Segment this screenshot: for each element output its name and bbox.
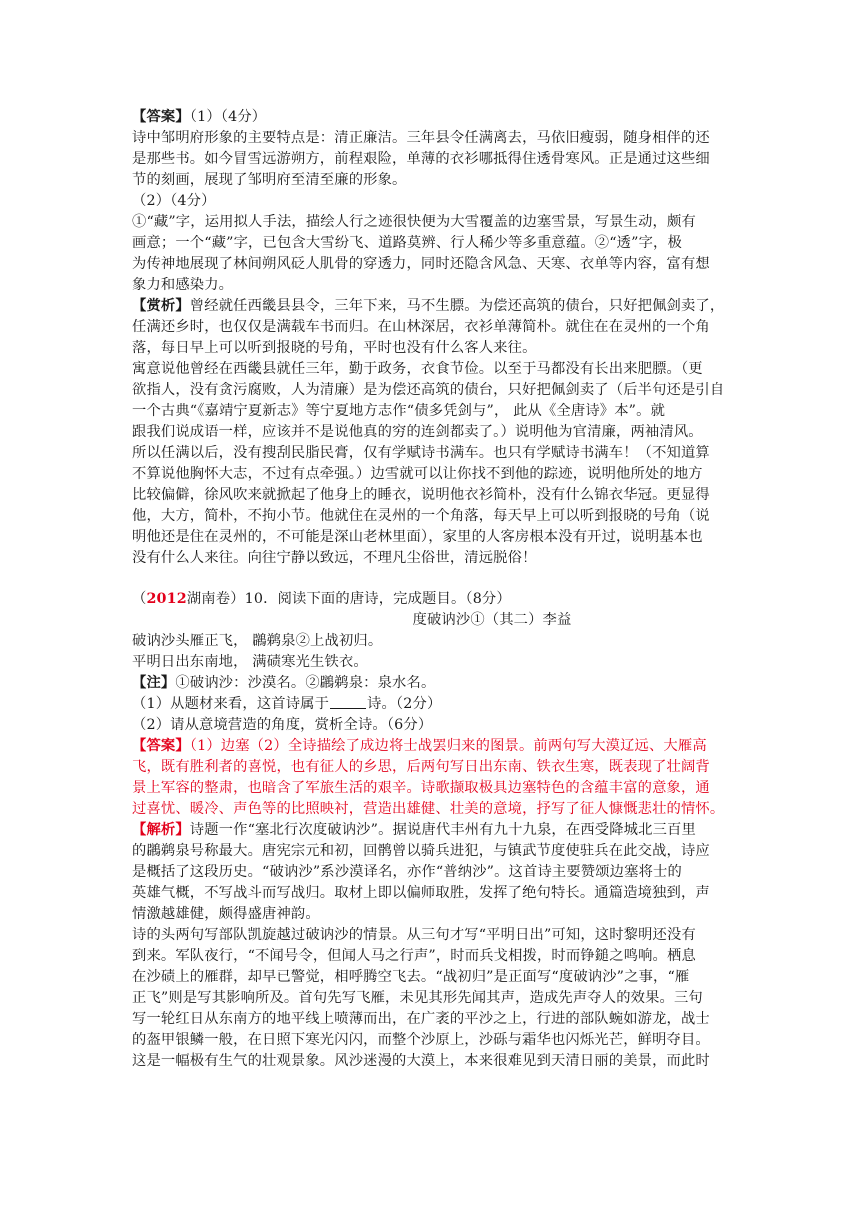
answer2-tag: 【答案】 [132,738,190,754]
answer2-line: 画意；一个“藏”字，已包含大雪纷飞、道路莫辨、行人稀少等多重意蕴。②“透”字，极 [132,235,682,251]
appreciation-tag: 【赏析】 [132,298,190,314]
question-year: 2012 [146,591,187,607]
appreciation-line: 比较偏僻，徐风吹来就掀起了他身上的睡衣，说明他衣衫简朴，没有什么锦衣华冠。更显得 [132,487,710,503]
appreciation-line: 明他还是住在灵州的，不可能是深山老林里面），家里的人客房根本没有开过，说明基本也 [132,529,703,545]
question-heading [132,589,732,610]
note-text: ①破讷沙：沙漠名。②鸊鹈泉：泉水名。 [175,675,436,691]
appreciation-line: 没有什么人来往。向往宁静以致远，不理凡尘俗世，清远脱俗！ [132,550,537,566]
poem-line: 平明日出东南地， 满碛寒光生铁衣。 [132,654,368,670]
question-head: 湖南卷）10．阅读下面的唐诗，完成题目。（8分） [186,591,511,607]
appreciation-line: 落，每日早上可以听到报晓的号角，平时也没有什么客人来往。 [132,340,537,356]
analysis-line: 到来。军队夜行，“不闻号令，但闻人马之行声”，时而兵戈相拨，时而铮鎚之鸣响。栖息 [132,948,696,964]
answer2-line: ①“藏”字，运用拟人手法，描绘人行之迹很快便为大雪覆盖的边塞雪景，写景生动，颇有 [132,214,696,230]
answer2-body-line: 过喜忧、暖冷、声色等的比照映衬，营造出雄健、壮美的意境，抒写了征人慷慨悲壮的情怀。 [132,801,725,817]
appreciation-first-line: 曾经就任西畿县县令，三年下来，马不生膘。为偿还高筑的债台，只好把佩剑卖了， [189,298,725,314]
answer-line: 诗中邹明府形象的主要特点是：清正廉洁。三年县令任满离去，马依旧瘦弱，随身相伴的还 [132,130,710,146]
answer2-line: 象力和感染力。 [132,277,234,293]
q1-before: （1）从题材来看，这首诗属于 [132,696,330,712]
note-tag: 【注】 [132,675,176,691]
analysis-line: 是概括了这段历史。“破讷沙”系沙漠译名，亦作“普纳沙”。这首诗主要赞颂边塞将士的 [132,864,682,880]
analysis-first-line: 诗题一作“塞北行次度破讷沙”。据说唐代丰州有九十九泉，在西受降城北三百里 [189,822,696,838]
analysis-line: 这是一幅极有生气的壮观景象。风沙迷漫的大漠上，本来很难见到天清日丽的美景，而此时 [132,1053,710,1069]
analysis-line: 的盔甲银鳞一般，在日照下寒光闪闪，而整个沙原上，沙砾与霜华也闪烁光芒，鲜明夺目。 [132,1032,710,1048]
poem-title: 度破讷沙①（其二）李益 [412,612,572,628]
appreciation-line: 不算说他胸怀大志，不过有点牵强。）边雪就可以让你找不到他的踪迹，说明他所处的地方 [132,466,703,482]
analysis-line: 的鸊鹈泉号称最大。唐宪宗元和初，回鹘曾以骑兵进犯，与镇武节度使驻兵在此交战，诗应 [132,843,710,859]
analysis-line: 正飞”则是写其影响所及。首句先写飞雁，未见其形先闻其声，造成先声夺人的效果。三句 [132,990,703,1006]
appreciation-line: 寓意说他曾经在西畿县就任三年，勤于政务，衣食节俭。以至于马都没有长出来肥膘。（更 [132,361,703,377]
answer2-body-line: 飞，既有胜利者的喜悦，也有征人的乡思，后两句写日出东南、铁衣生寒，既表现了壮阔背 [132,759,710,775]
answer-part-1: （1）（4分） [189,109,267,125]
note-line [132,673,732,694]
answer2-line: 为传神地展现了林间朔风砭人肌骨的穿透力，同时还隐含风急、天寒、衣单等内容，富有想 [132,256,710,272]
appreciation-heading [132,296,732,317]
analysis-line: 写一轮红日从东南方的地平线上喷薄而出，在广袤的平沙之上，行进的部队蜿如游龙，战士 [132,1011,710,1027]
answer-tag: 【答案】 [132,109,190,125]
appreciation-line: 欲指人，没有贪污腐败，人为清廉）是为偿还高筑的债台，只好把佩剑卖了（后半句还是引自 [132,382,725,398]
analysis-line: 英雄气概，不写战斗而写战归。取材上即以偏师取胜，发挥了绝句特长。通篇造境独到，声 [132,885,710,901]
answer2-first-line: （1）边塞（2）全诗描绘了成边将士战罢归来的图景。前两句写大漠辽远、大雁高 [189,738,707,754]
appreciation-line: 任满还乡时，也仅仅是满载车书而归。在山林深居，衣衫单薄简朴。就住在在灵州的一个角 [132,319,710,335]
appreciation-line: 他，大方，简朴，不拘小节。他就住在灵州的一个角落，每天早上可以听到报晓的号角（说 [132,508,710,524]
section-gap [132,569,732,589]
answer-line: 是那些书。如今冒雪远游朔方，前程艰险，单薄的衣衫哪抵得住透骨寒风。正是通过这些细 [132,151,710,167]
question-1 [132,694,732,715]
question-open: （ [132,591,147,607]
answer-line: 节的刻画，展现了邹明府至清至廉的形象。 [132,172,407,188]
answer-part-2: （2）（4分） [132,193,216,209]
answer2-heading [132,736,732,757]
analysis-line: 诗的头两句写部队凯旋越过破讷沙的情景。从三句才写“平明日出”可知，这时黎明还没有 [132,927,696,943]
q1-after: 诗。（2分） [367,696,442,712]
poem-line: 破讷沙头雁正飞， 鸊鹈泉②上战初归。 [132,633,383,649]
answer-blank [330,694,366,709]
analysis-tag: 【解析】 [132,822,190,838]
document-content [132,107,732,1072]
analysis-line: 情激越雄健，颇得盛唐神韵。 [132,906,320,922]
appreciation-line: 所以任满以后，没有搜刮民脂民膏，仅有学赋诗书满车。也只有学赋诗书满车！（不知道算 [132,445,710,461]
answer-heading [132,107,732,128]
appreciation-line: 一个古典“《嘉靖宁夏新志》等宁夏地方志作“债多凭剑与”， 此从《全唐诗》本”。就 [132,403,666,419]
appreciation-line: 跟我们说成语一样，应该并不是说他真的穷的连剑都卖了。）说明他为官清廉，两袖清风。 [132,424,703,440]
analysis-line: 在沙碛上的雁群，却早已警觉，相呼腾空飞去。“战初归”是正面写“度破讷沙”之事，“雁 [132,969,690,985]
answer2-body-line: 景上军容的整肃，也暗含了军旅生活的艰辛。诗歌撷取极具边塞特色的含蕴丰富的意象，通 [132,780,710,796]
question-2: （2）请从意境营造的角度，赏析全诗。（6分） [132,717,433,733]
analysis-heading [132,820,732,841]
